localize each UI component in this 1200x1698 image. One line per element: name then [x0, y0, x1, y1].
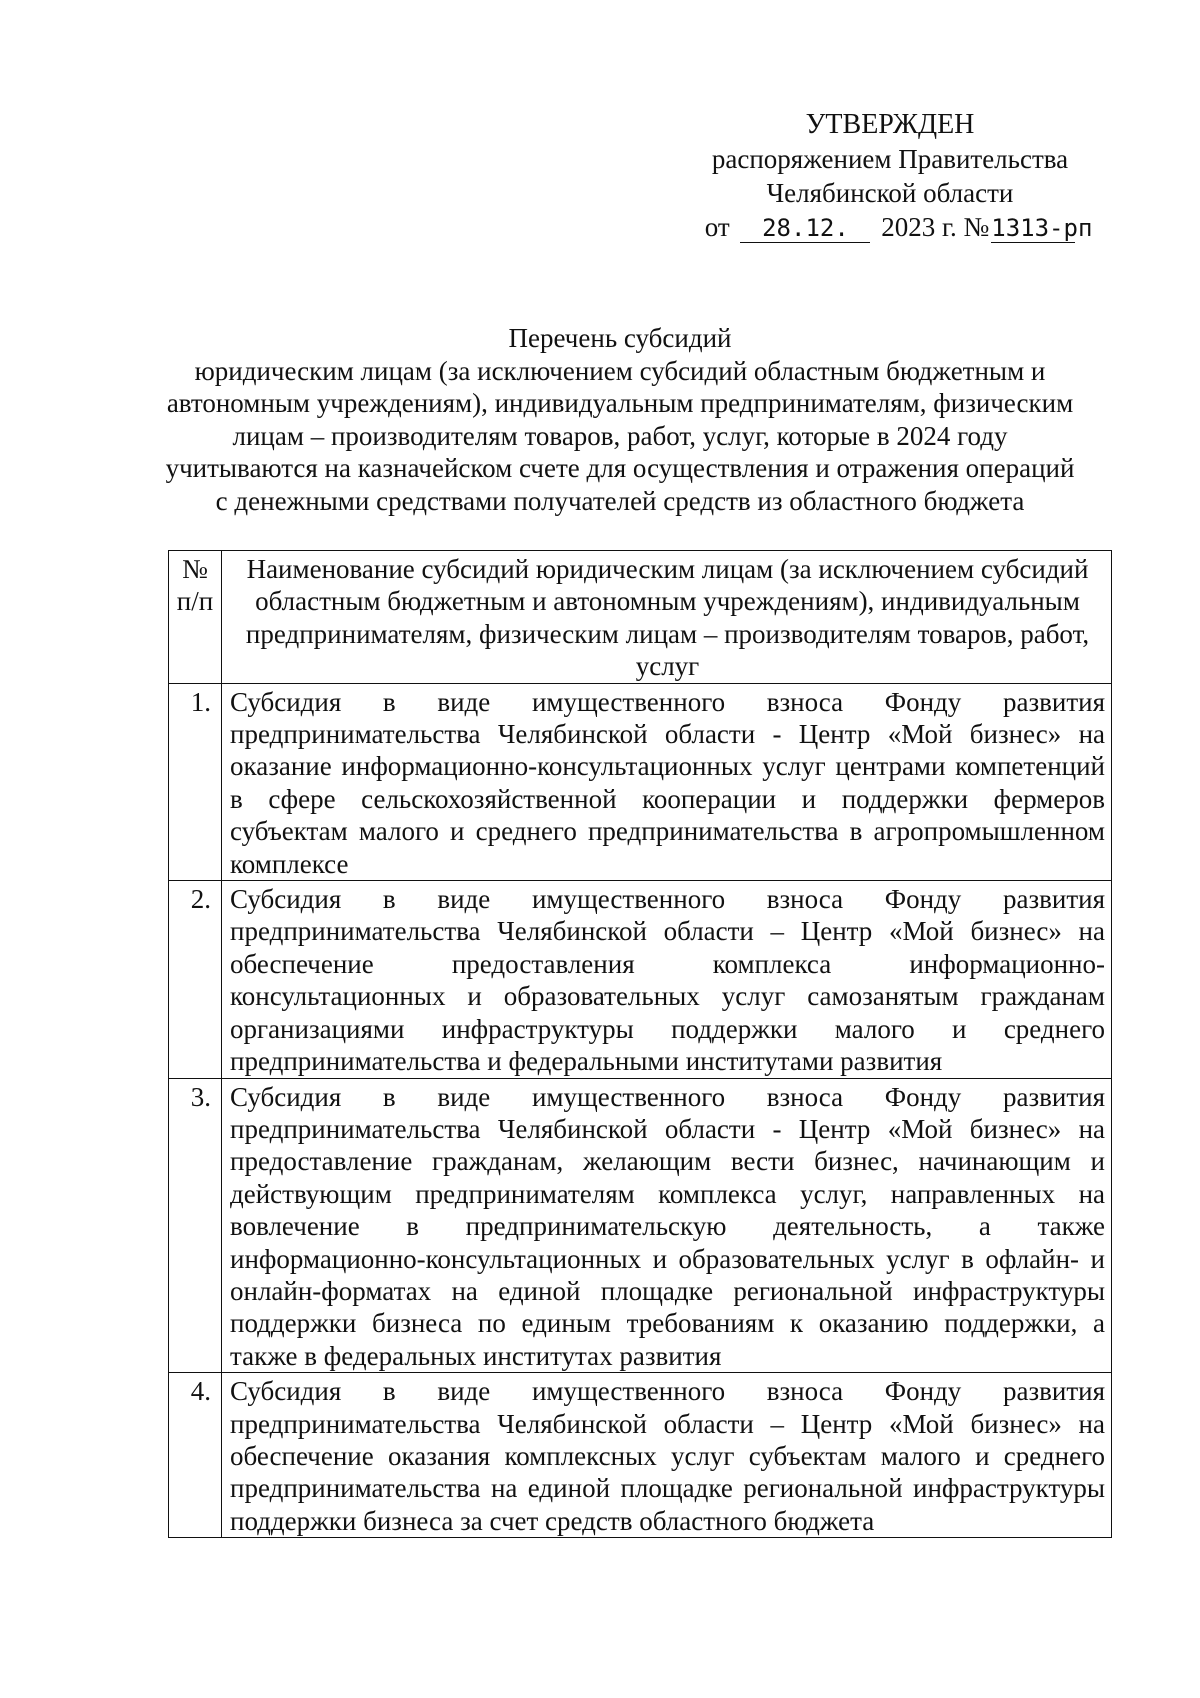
document-number: 1313-рп [991, 214, 1093, 242]
row-number: 3. [169, 1078, 222, 1373]
date-prefix: от [704, 212, 730, 242]
table-row [169, 683, 1112, 880]
row-name: Субсидия в виде имущественного взноса Фонду развития предпринимательства Челябинской области – Центр «Мой бизнес» на обеспечение предоставления комплекса информационно-консультационных и образовательных услуг самозанятым гражданам организациями инфраструктуры поддержки малого и среднего предпринимательства и федеральными институтами развития [222, 881, 1112, 1078]
row-number: 2. [169, 881, 222, 1078]
date-day: 28.12. [740, 214, 870, 243]
subsidies-table [168, 550, 1112, 1538]
table-header-row [169, 551, 1112, 684]
table-row [169, 881, 1112, 1078]
column-header-number: № п/п [169, 551, 222, 684]
heading-line: Перечень субсидий [508, 323, 732, 353]
approval-line-1: распоряжением Правительства [711, 144, 1069, 174]
column-header-name: Наименование субсидий юридическим лицам (за исключением субсидий областным бюджетным и автономным учреждениям), индивидуальным предпринимателям, физическим лицам – производителям товаров, работ, услуг [222, 551, 1112, 684]
row-name: Субсидия в виде имущественного взноса Фонду развития предпринимательства Челябинской области - Центр «Мой бизнес» на оказание информационно-консультационных услуг центрами компетенций в сфере сельскохозяйственной кооперации и поддержки фермеров субъектам малого и среднего предпринимательства в агропромышленном комплексе [222, 683, 1112, 880]
heading-line: лицам – производителям товаров, работ, услуг, которые в 2024 году [232, 420, 1008, 451]
heading-line: с денежными средствами получателей средств из областного бюджета [215, 485, 1025, 516]
table-row [169, 1078, 1112, 1373]
row-number: 1. [169, 683, 222, 880]
heading-line: юридическим лицам (за исключением субсидий областным бюджетным и [194, 355, 1046, 386]
date-year: 2023 г. № [881, 212, 990, 242]
heading-line: учитываются на казначейском счете для осуществления и отражения операций [165, 453, 1075, 484]
row-number: 4. [169, 1373, 222, 1538]
approval-line-2: Челябинской области [766, 178, 1014, 208]
approval-title: УТВЕРЖДЕН [805, 109, 975, 140]
table-row [169, 1373, 1112, 1538]
row-name: Субсидия в виде имущественного взноса Фонду развития предпринимательства Челябинской области – Центр «Мой бизнес» на обеспечение оказания комплексных услуг субъектам малого и среднего предпринимательства на единой площадке региональной инфраструктуры поддержки бизнеса за счет средств областного бюджета [222, 1373, 1112, 1538]
row-name: Субсидия в виде имущественного взноса Фонду развития предпринимательства Челябинской области - Центр «Мой бизнес» на предоставление гражданам, желающим вести бизнес, начинающим и действующим предпринимателям комплекса услуг, направленных на вовлечение в предпринимательскую деятельность, а также информационно-консультационных и образовательных услуг в офлайн- и онлайн-форматах на единой площадке региональной инфраструктуры поддержки бизнеса по единым требованиям к оказанию поддержки, а также в федеральных институтах развития [222, 1078, 1112, 1373]
approval-date-line [690, 210, 1093, 244]
document-heading [140, 322, 1100, 518]
approval-stamp [690, 108, 1093, 244]
heading-line: автономным учреждениям), индивидуальным предпринимателям, физическим [166, 388, 1074, 419]
